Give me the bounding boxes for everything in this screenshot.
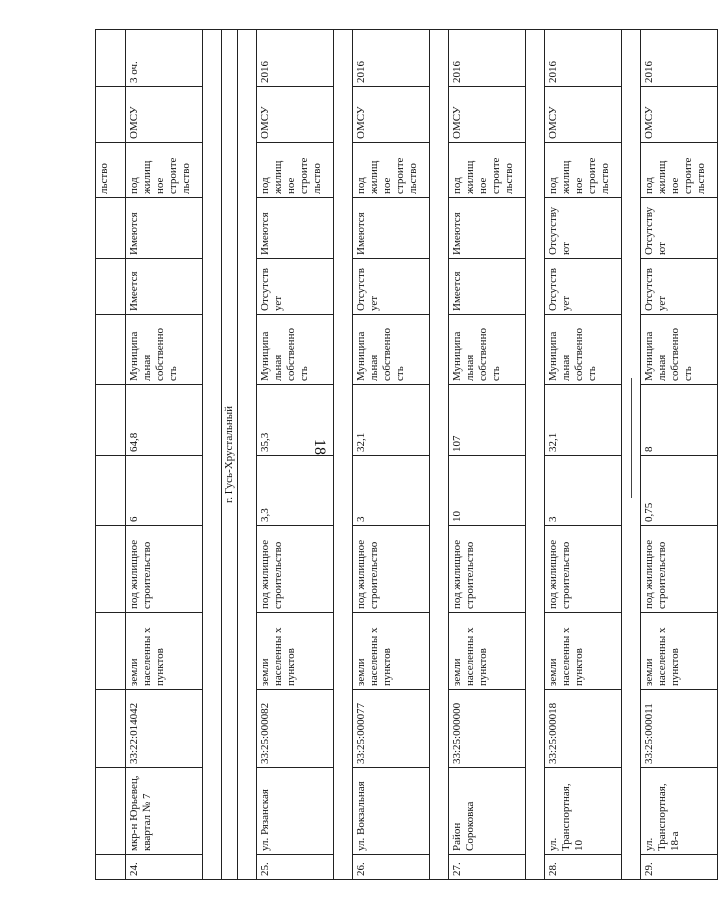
gap-cell <box>238 30 257 880</box>
header-fragment-cell <box>96 87 126 143</box>
address-cell: ул. Рязанская <box>257 768 334 855</box>
purpose-cell: под жилищ ное строите льство <box>449 143 526 198</box>
land-category-cell: земли населенны х пунктов <box>641 613 718 690</box>
header-fragment-cell <box>96 526 126 613</box>
header-fragment-row <box>96 30 126 880</box>
section-title: г. Гусь-Хрустальный <box>222 30 238 880</box>
use-cell: под жилищное строительство <box>641 526 718 613</box>
use-cell: под жилищное строительство <box>545 526 622 613</box>
row-number: 29. <box>641 855 718 880</box>
roads-cell: Имеются <box>353 198 430 259</box>
use-cell: под жилищное строительство <box>449 526 526 613</box>
address-cell: ул. Транспортная, 18-а <box>641 768 718 855</box>
roads-cell: Имеются <box>449 198 526 259</box>
gap-cell <box>622 30 641 880</box>
table-body <box>96 30 718 880</box>
header-fragment-cell: льство <box>96 143 126 198</box>
gap-cell <box>526 30 545 880</box>
header-fragment-cell <box>96 259 126 315</box>
row-number: 26. <box>353 855 430 880</box>
land-plots-table <box>95 29 718 880</box>
price-cell: 35,3 <box>257 385 334 456</box>
table-row <box>257 30 334 880</box>
ownership-cell: Муниципа льная собственно сть <box>257 315 334 385</box>
utilities-cell: Отсутств ует <box>257 259 334 315</box>
cadastral-cell: 33:25:000000 <box>449 690 526 768</box>
ownership-cell: Муниципа льная собственно сть <box>545 315 622 385</box>
table-row <box>545 30 622 880</box>
row-number: 25. <box>257 855 334 880</box>
use-cell: под жилищное строительство <box>257 526 334 613</box>
land-category-cell: земли населенны х пунктов <box>126 613 203 690</box>
price-cell: 32,1 <box>545 385 622 456</box>
address-cell: мкр-н Юрьевец, квартал № 7 <box>126 768 203 855</box>
term-cell: 2016 <box>353 30 430 87</box>
area-cell: 6 <box>126 456 203 526</box>
ownership-cell: Муниципа льная собственно сть <box>126 315 203 385</box>
cadastral-cell: 33:25:000077 <box>353 690 430 768</box>
address-cell: ул. Транспортная, 10 <box>545 768 622 855</box>
utilities-cell: Отсутств ует <box>545 259 622 315</box>
cadastral-cell: 33:25:000011 <box>641 690 718 768</box>
row-gap <box>430 30 449 880</box>
row-gap <box>238 30 257 880</box>
term-cell: 2016 <box>449 30 526 87</box>
row-gap <box>334 30 353 880</box>
roads-cell: Отсутству ют <box>545 198 622 259</box>
row-gap <box>622 30 641 880</box>
responsible-cell: ОМСУ <box>449 87 526 143</box>
header-fragment-cell <box>96 198 126 259</box>
utilities-cell: Отсутств ует <box>641 259 718 315</box>
cadastral-cell: 33:25:000082 <box>257 690 334 768</box>
table-row <box>353 30 430 880</box>
responsible-cell: ОМСУ <box>545 87 622 143</box>
area-cell: 3 <box>545 456 622 526</box>
area-cell: 10 <box>449 456 526 526</box>
header-fragment-cell <box>96 30 126 87</box>
header-fragment-cell <box>96 690 126 768</box>
use-cell: под жилищное строительство <box>126 526 203 613</box>
row-gap <box>203 30 222 880</box>
responsible-cell: ОМСУ <box>353 87 430 143</box>
responsible-cell: ОМСУ <box>257 87 334 143</box>
roads-cell: Имеются <box>126 198 203 259</box>
cadastral-cell: 33:22:014042 <box>126 690 203 768</box>
cadastral-cell: 33:25:000018 <box>545 690 622 768</box>
roads-cell: Имеются <box>257 198 334 259</box>
term-cell: 3 оч. <box>126 30 203 87</box>
gap-cell <box>430 30 449 880</box>
header-fragment-cell <box>96 855 126 880</box>
utilities-cell: Имеется <box>126 259 203 315</box>
area-cell: 3,3 <box>257 456 334 526</box>
table-row <box>126 30 203 880</box>
land-category-cell: земли населенны х пунктов <box>449 613 526 690</box>
price-cell: 32,1 <box>353 385 430 456</box>
table-row <box>641 30 718 880</box>
land-category-cell: земли населенны х пунктов <box>257 613 334 690</box>
page-number: 18 <box>311 439 328 455</box>
header-fragment-cell <box>96 385 126 456</box>
row-number: 27. <box>449 855 526 880</box>
gap-cell <box>203 30 222 880</box>
header-fragment-cell <box>96 768 126 855</box>
price-cell: 64,8 <box>126 385 203 456</box>
address-cell: ул. Вокзальная <box>353 768 430 855</box>
purpose-cell: под жилищ ное строите льство <box>126 143 203 198</box>
term-cell: 2016 <box>641 30 718 87</box>
table-row <box>449 30 526 880</box>
purpose-cell: под жилищ ное строите льство <box>257 143 334 198</box>
ownership-cell: Муниципа льная собственно сть <box>353 315 430 385</box>
land-category-cell: земли населенны х пунктов <box>353 613 430 690</box>
purpose-cell: под жилищ ное строите льство <box>641 143 718 198</box>
use-cell: под жилищное строительство <box>353 526 430 613</box>
address-cell: Район Сороковка <box>449 768 526 855</box>
row-gap <box>526 30 545 880</box>
ownership-cell: Муниципа льная собственно сть <box>641 315 718 385</box>
area-cell: 3 <box>353 456 430 526</box>
area-cell: 0,75 <box>641 456 718 526</box>
document-table-area <box>95 30 707 880</box>
header-fragment-cell <box>96 315 126 385</box>
utilities-cell: Имеется <box>449 259 526 315</box>
ownership-cell: Муниципа льная собственно сть <box>449 315 526 385</box>
purpose-cell: под жилищ ное строите льство <box>545 143 622 198</box>
utilities-cell: Отсутств ует <box>353 259 430 315</box>
row-number: 24. <box>126 855 203 880</box>
land-category-cell: земли населенны х пунктов <box>545 613 622 690</box>
section-row <box>222 30 238 880</box>
price-cell: 107 <box>449 385 526 456</box>
rotated-table-container <box>95 30 707 880</box>
row-number: 28. <box>545 855 622 880</box>
term-cell: 2016 <box>257 30 334 87</box>
roads-cell: Отсутству ют <box>641 198 718 259</box>
header-fragment-cell <box>96 613 126 690</box>
header-fragment-cell <box>96 456 126 526</box>
term-cell: 2016 <box>545 30 622 87</box>
purpose-cell: под жилищ ное строите льство <box>353 143 430 198</box>
price-cell: 8 <box>641 385 718 456</box>
responsible-cell: ОМСУ <box>641 87 718 143</box>
responsible-cell: ОМСУ <box>126 87 203 143</box>
gap-cell <box>334 30 353 880</box>
